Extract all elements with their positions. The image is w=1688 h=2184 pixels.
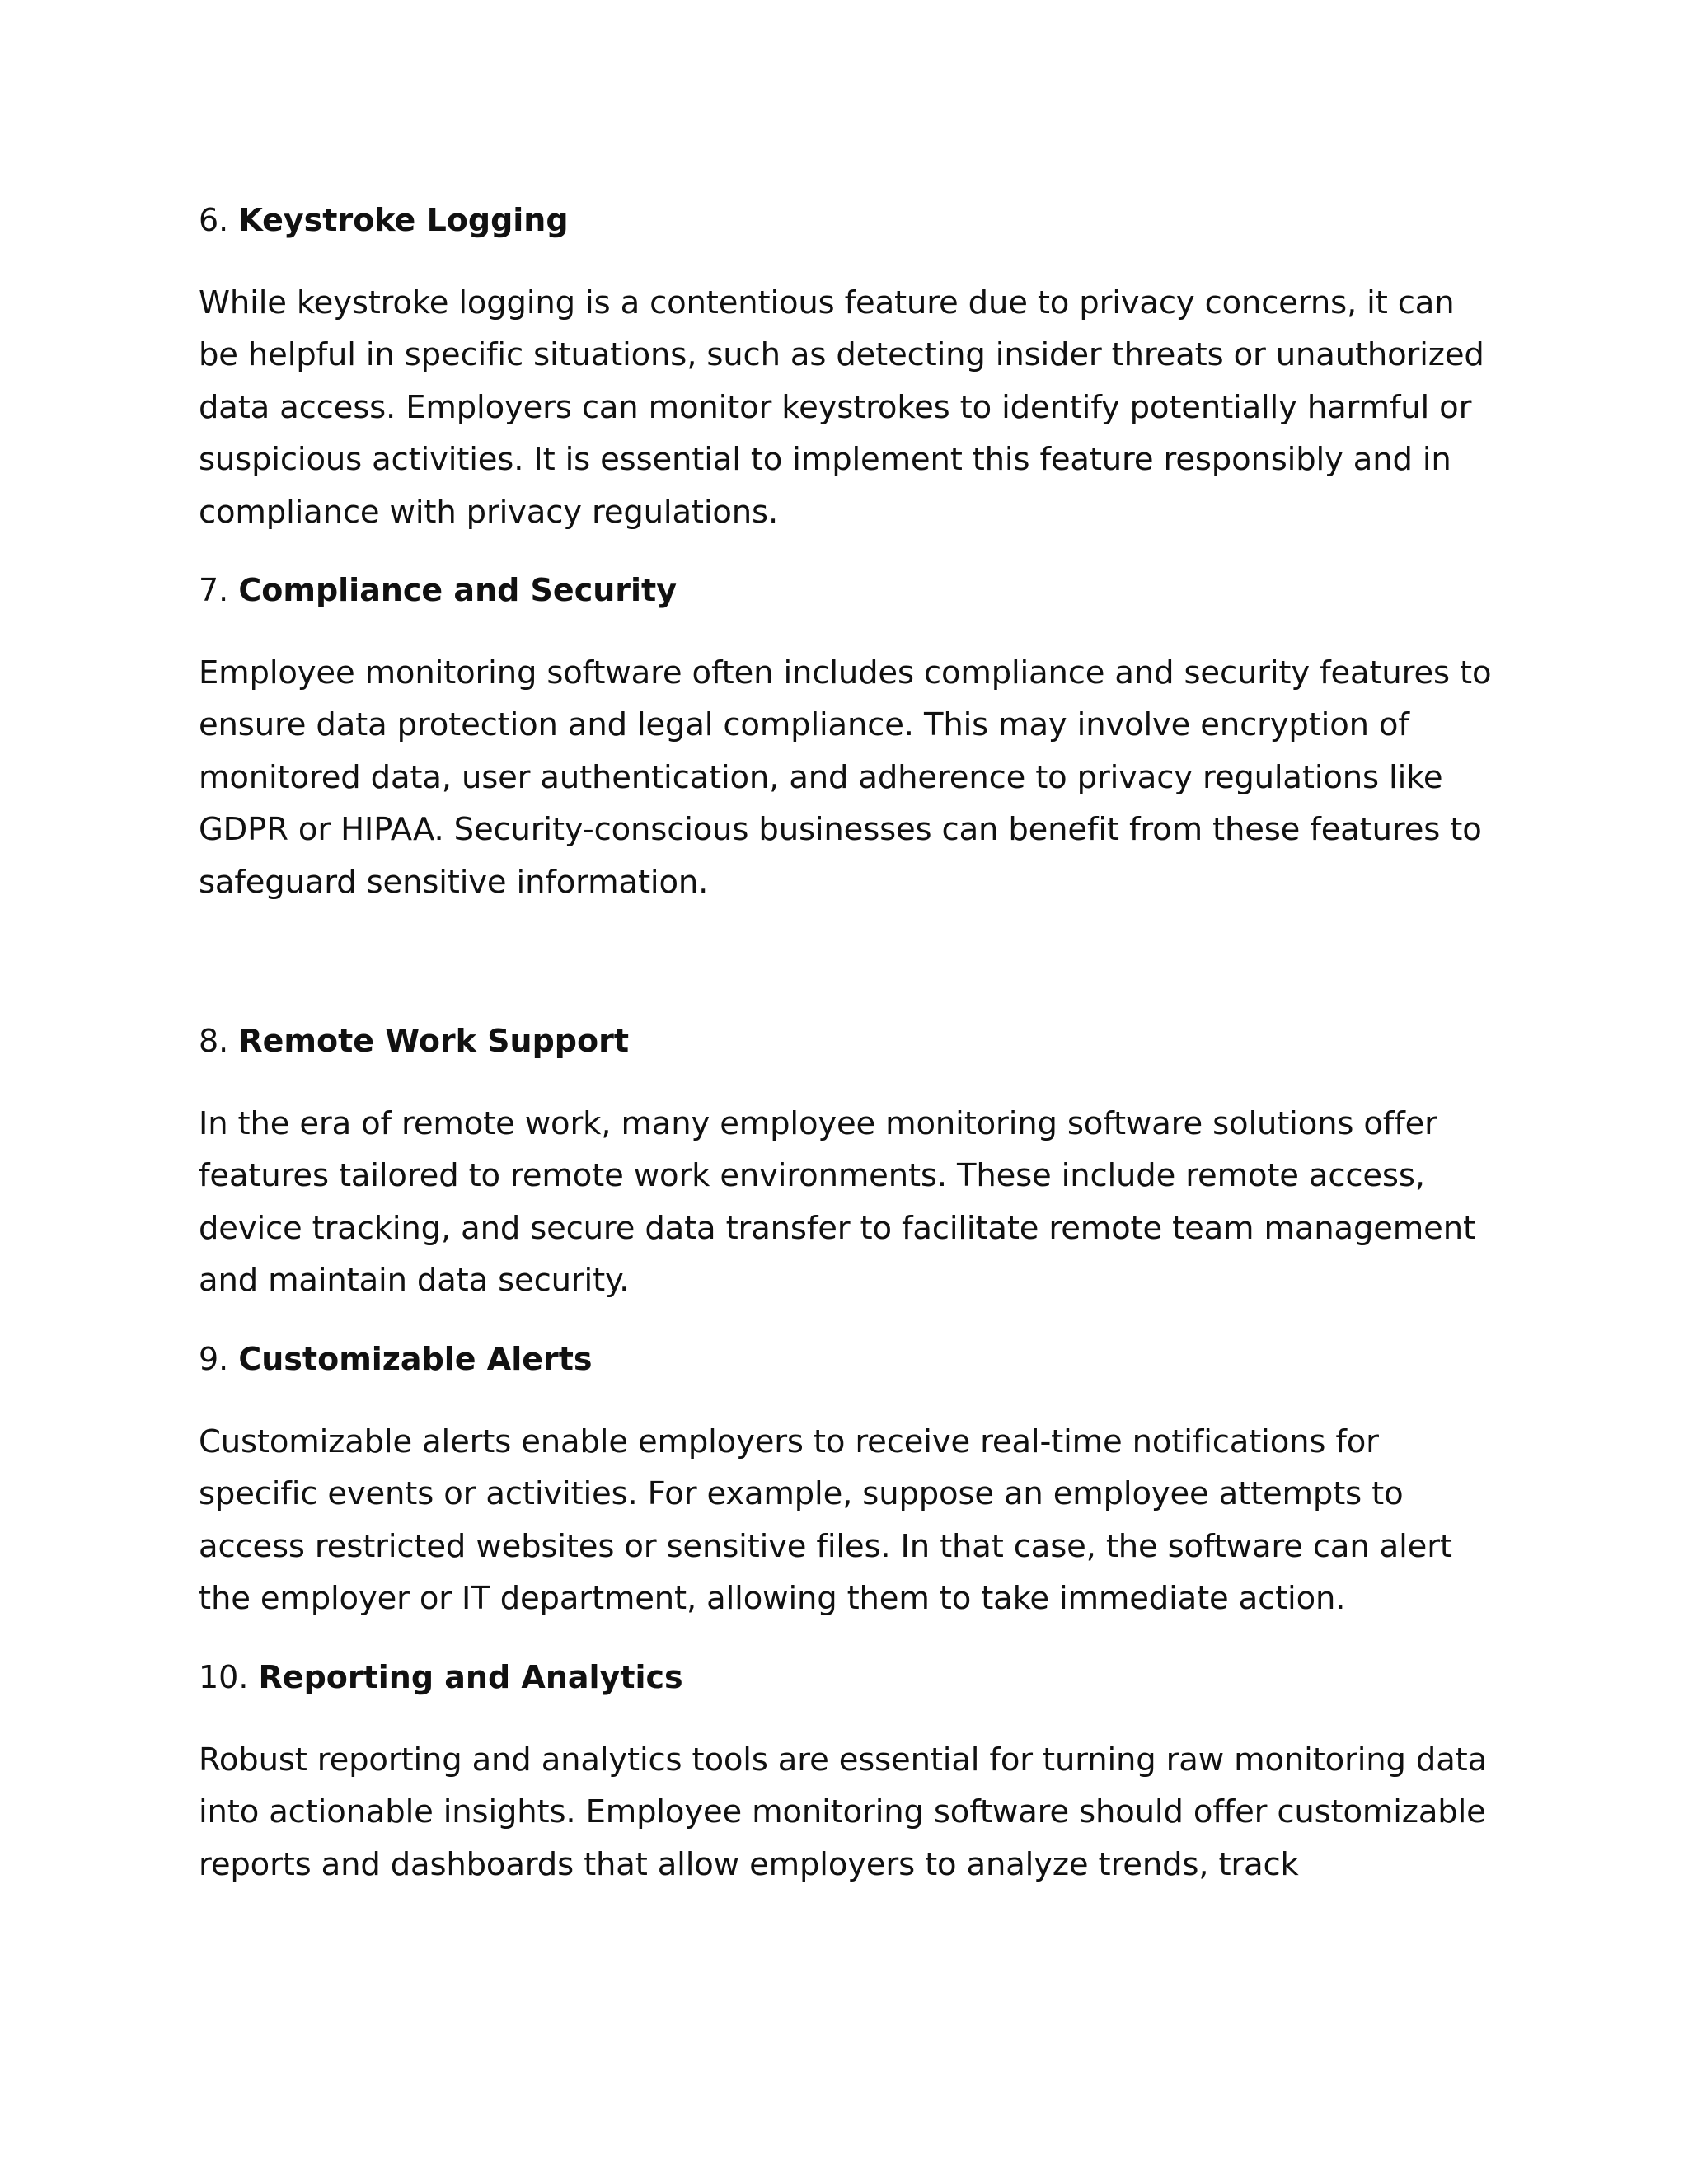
section-body: In the era of remote work, many employee monitoring software solutions offer features tailored to remote work environments. These include remote access, device tracking, and secure data transfer to facilitate remote team management and maintain data security. xyxy=(199,1105,1475,1300)
section-title: Customizable Alerts xyxy=(238,1341,593,1377)
section-number: 6. xyxy=(199,202,229,238)
document-page xyxy=(199,0,1493,2184)
section-heading xyxy=(199,1656,683,1699)
section-title: Keystroke Logging xyxy=(238,202,569,238)
section-body: Robust reporting and analytics tools are essential for turning raw monitoring data into actionable insights. Employee monitoring software should offer customizable reports and dashboards that allow employers to analyze trends, track xyxy=(199,1741,1488,1883)
section-body: Employee monitoring software often includes compliance and security features to ensure data protection and legal compliance. This may involve encryption of monitored data, user authentication, and adherence to privacy regulations like GDPR or HIPAA. Security-conscious businesses can benefit from these features to safeguard sensitive information. xyxy=(199,654,1492,901)
section-number: 8. xyxy=(199,1023,229,1059)
section-title: Reporting and Analytics xyxy=(258,1659,683,1695)
section-number: 7. xyxy=(199,572,229,608)
section-title: Remote Work Support xyxy=(238,1023,630,1059)
section-heading xyxy=(199,1019,629,1062)
section-body: Customizable alerts enable employers to receive real-time notifications for specific events or activities. For example, suppose an employee attempts to access restricted websites or sensitive files. In that case, the software can alert the employer or IT department, allowing them to take immediate action. xyxy=(199,1423,1452,1618)
section-heading xyxy=(199,569,677,612)
section-number: 9. xyxy=(199,1341,229,1377)
section-body: While keystroke logging is a contentious feature due to privacy concerns, it can be helpful in specific situations, such as detecting insider threats or unauthorized data access. Employers can monitor keystrokes to identify potentially harmful or suspicious activities. It is essential to implement this feature responsibly and in compliance with privacy regulations. xyxy=(199,284,1484,531)
section-heading xyxy=(199,199,569,241)
section-number: 10. xyxy=(199,1659,249,1695)
section-title: Compliance and Security xyxy=(238,572,677,608)
section-heading xyxy=(199,1338,593,1380)
